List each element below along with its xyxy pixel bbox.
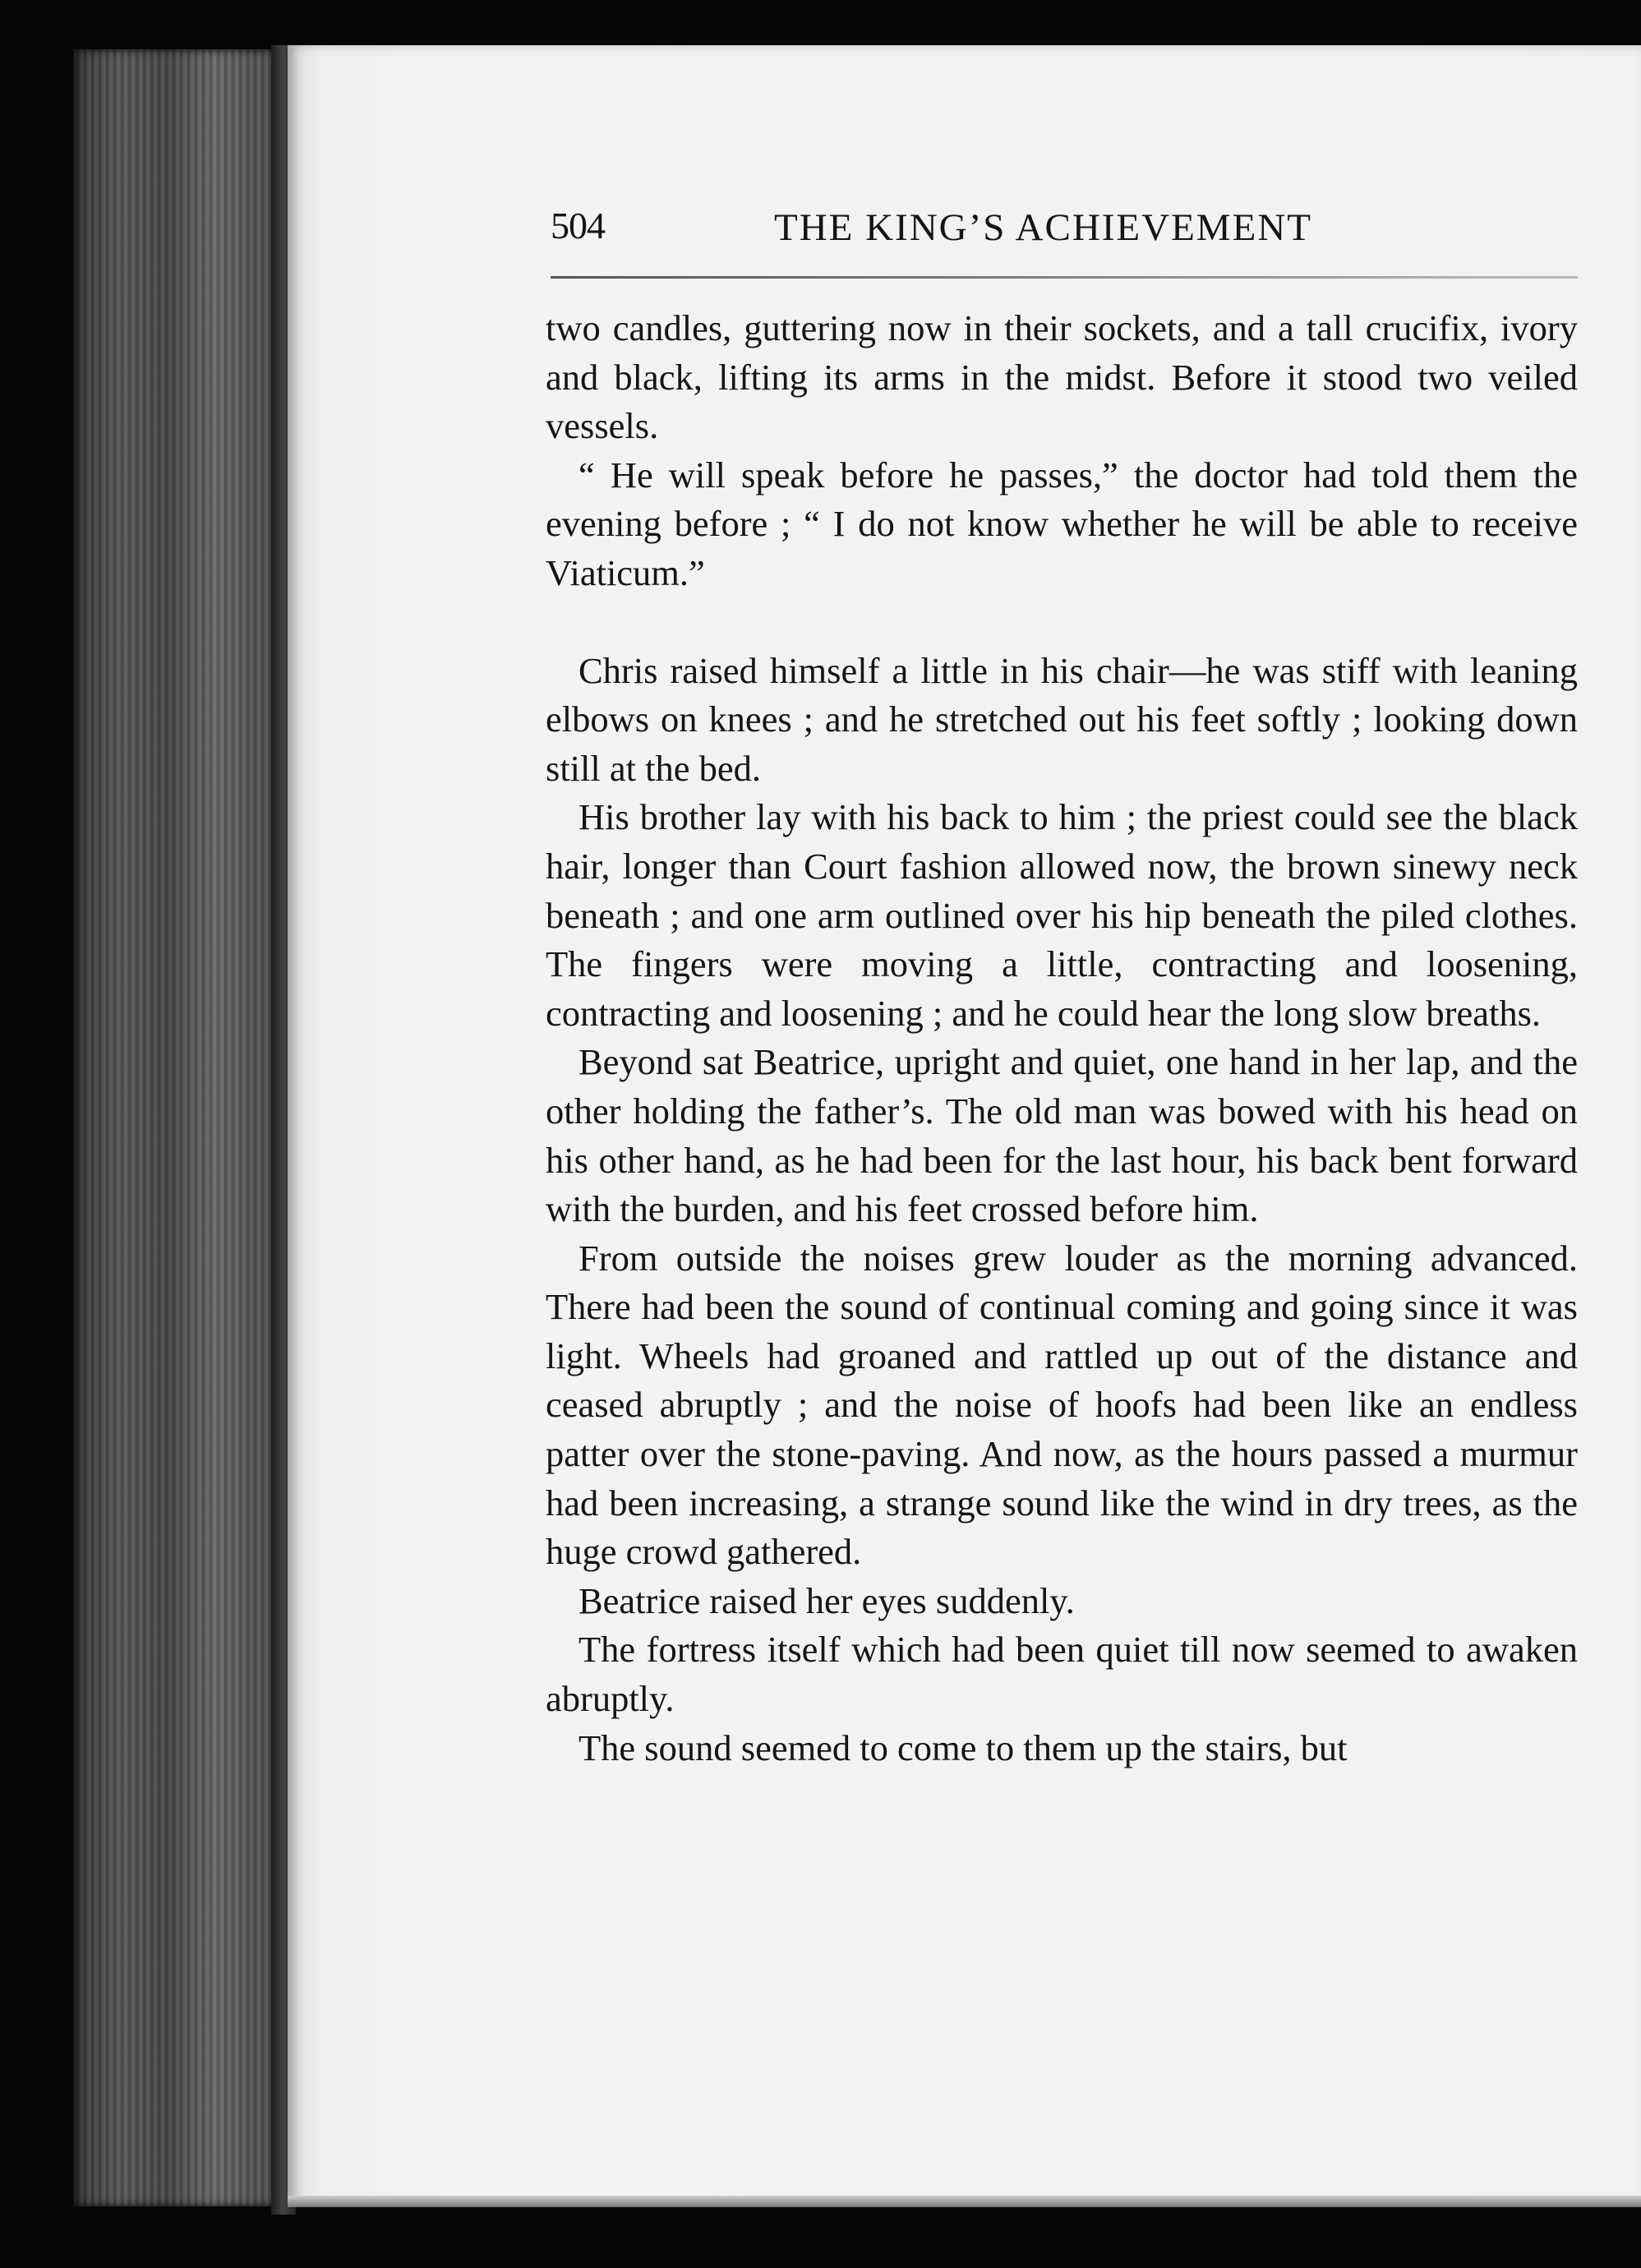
paragraph-continued: two candles, guttering now in their sockets, and a tall crucifix, ivory and black, lifting its arms in the midst. Before it stood two veiled vessels. [546,307,1578,447]
running-head-title: THE KING’S ACHIEVEMENT [774,206,1312,249]
page-header [551,204,1570,261]
page-number: 504 [551,205,605,247]
body-text [546,304,1578,1772]
page-bottom-edge [288,2196,1641,2207]
paragraph: Beatrice raised her eyes suddenly. [578,1579,1075,1621]
paragraph: The fortress itself which had been quiet till now seemed to awaken abruptly. [546,1629,1578,1720]
paragraph: From outside the noises grew louder as the morning advanced. There had been the sound of continual coming and going since it was light. Wheels had groaned and rattled up out of the distance and ceased abruptly ; and the noise of hoofs had been like an endless patter over the stone-paving. And now, as the hours passed a murmur had been increasing, a strange sound like the wind in dry trees, as the huge crowd gathered. [546,1237,1578,1573]
paragraph: Chris raised himself a little in his chair—he was stiff with leaning elbows on knees ; and he stretched out his feet softly ; looking down still at the bed. [546,649,1578,789]
paragraph: Beyond sat Beatrice, upright and quiet, one hand in her lap, and the other holding the father’s. The old man was bowed with his head on his other hand, as he had been for the last hour, his back bent forward with the burden, and his feet crossed before him. [546,1041,1578,1230]
paragraph: His brother lay with his back to him ; the priest could see the black hair, longer than Court fashion allowed now, the brown sinewy neck beneath ; and one arm outlined over his hip beneath the piled clothes. The fingers were moving a little, contracting and loosening, contracting and loosening ; and he could hear the long slow breaths. [546,796,1578,1034]
paragraph: “ He will speak before he passes,” the doctor had told them the evening before ; “ I do not know whether he will be able to receive Viaticum.” [546,454,1578,593]
header-rule [551,276,1578,279]
paragraph: The sound seemed to come to them up the stairs, but [578,1726,1348,1768]
